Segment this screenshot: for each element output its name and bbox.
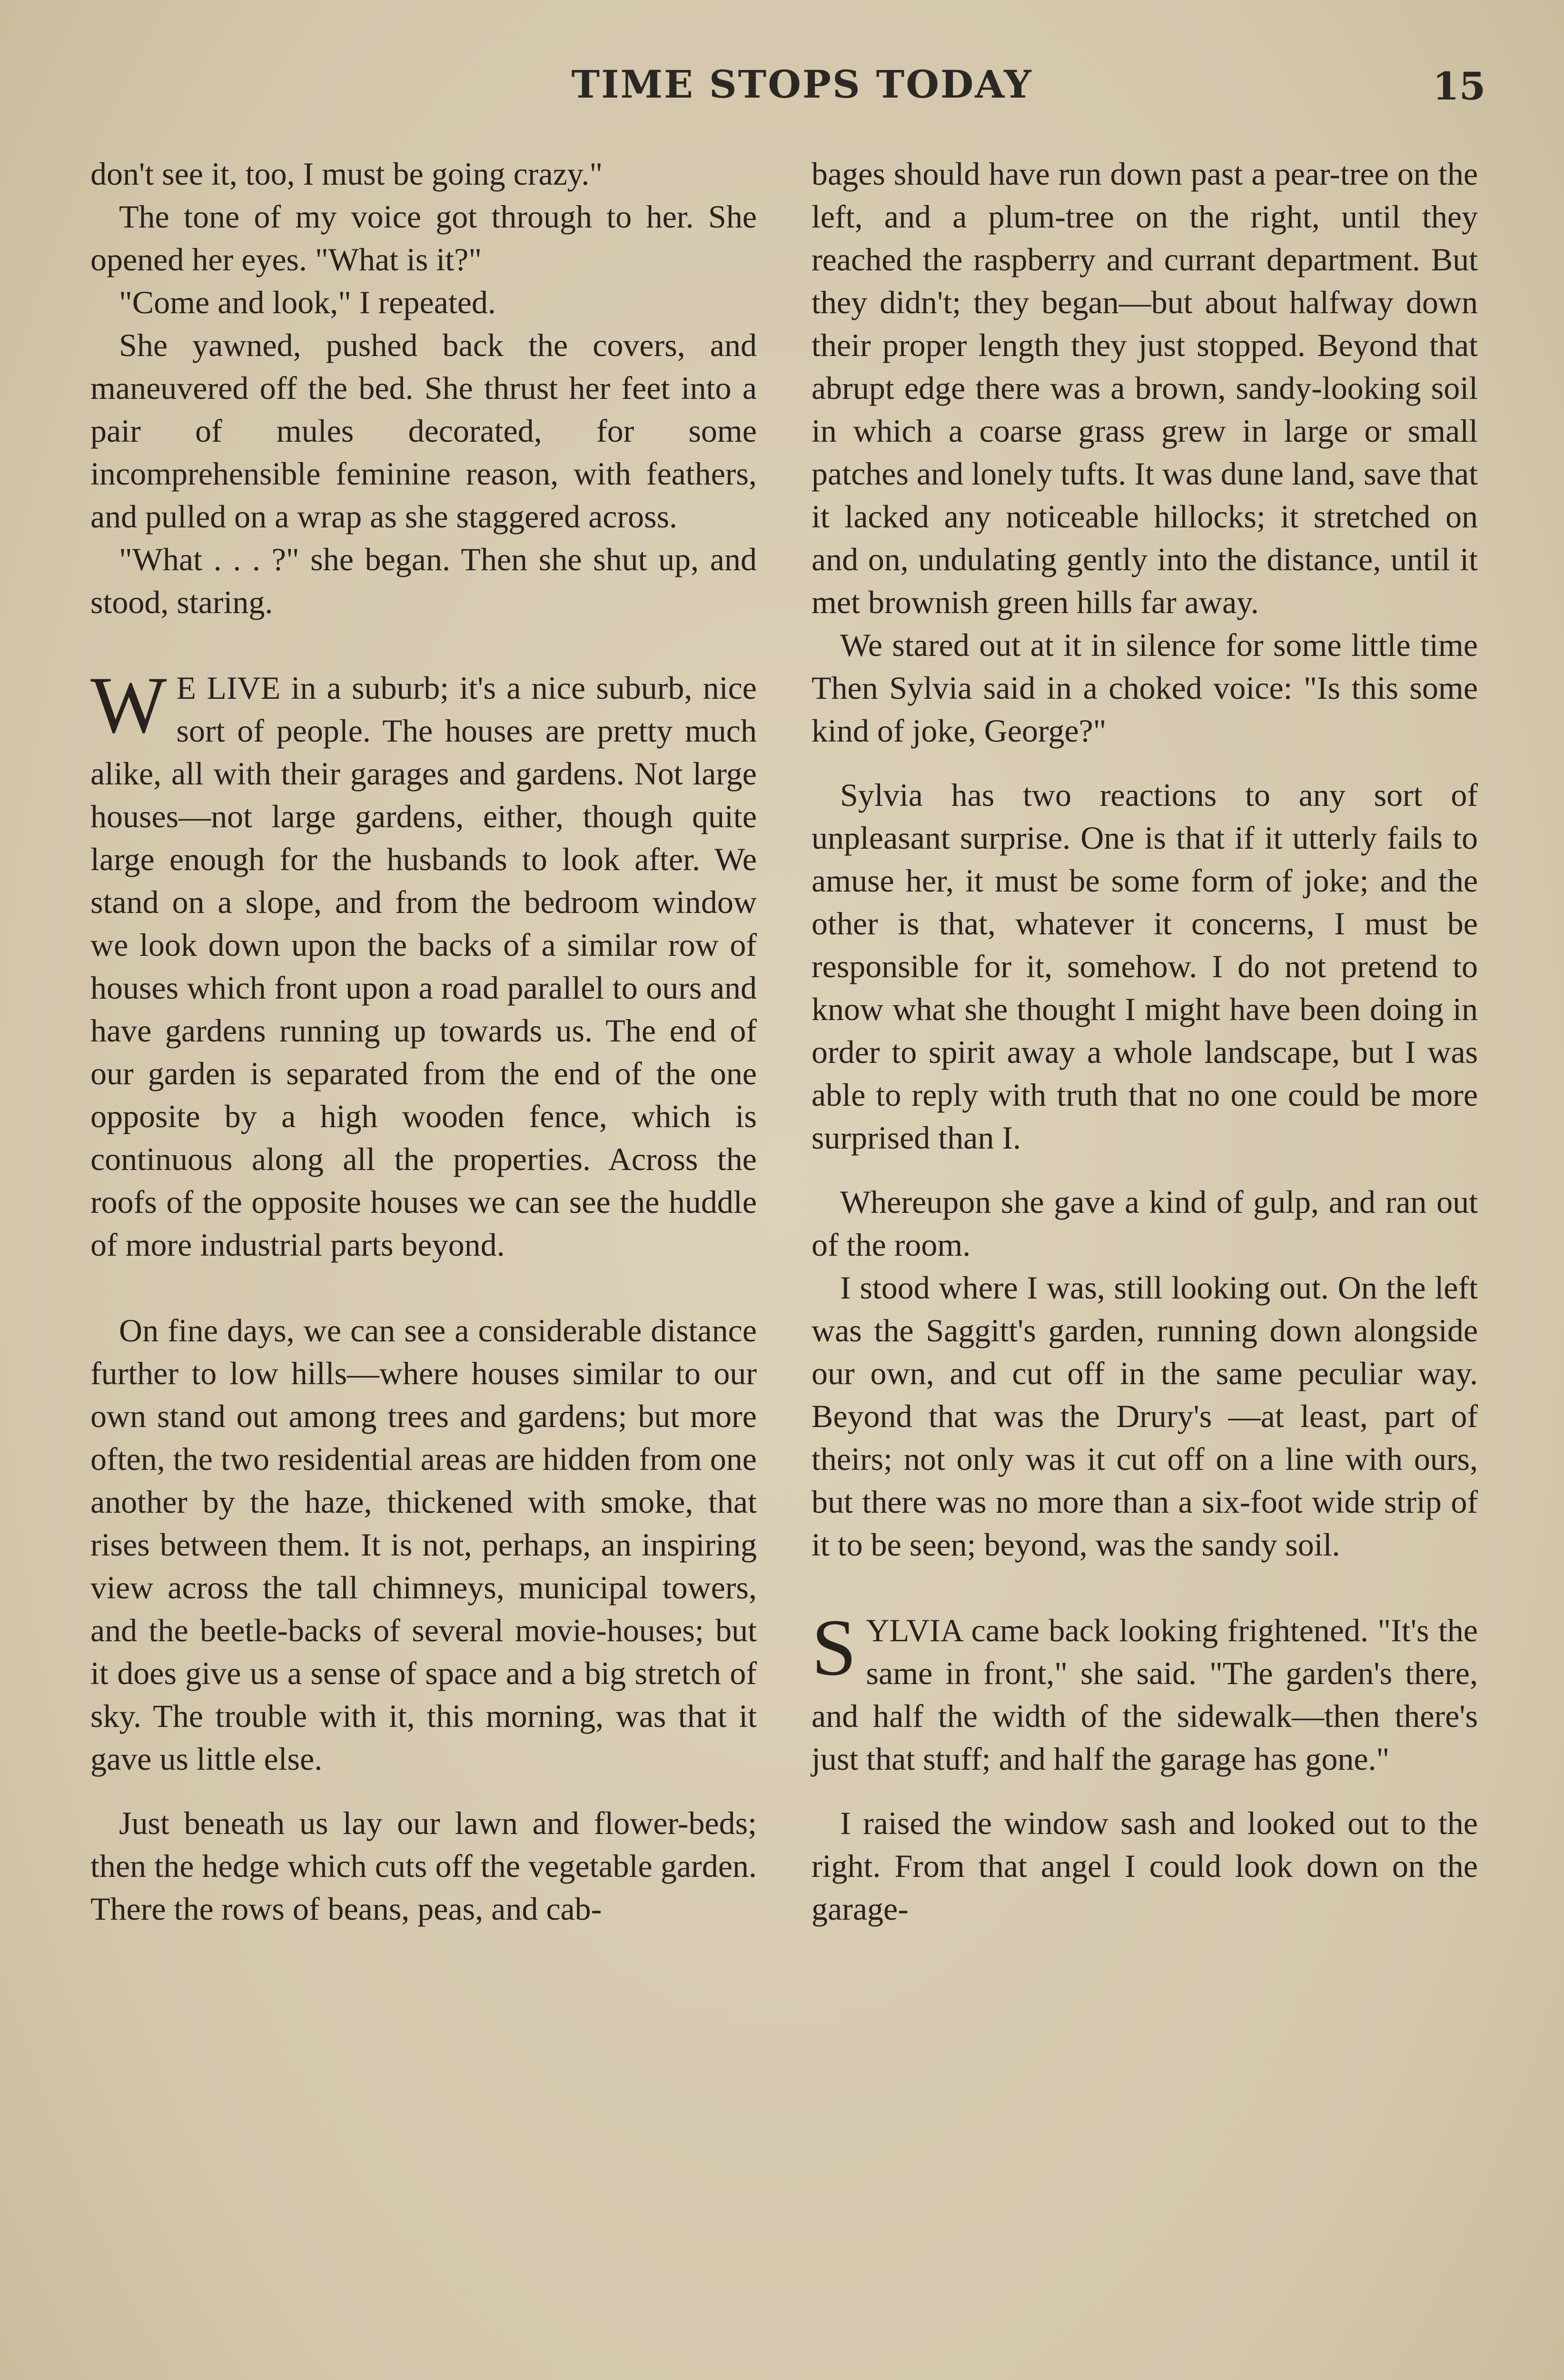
paragraph: We stared out at it in silence for some little time Then Sylvia said in a choked voice: "Is this some kind of joke, George?" [812, 627, 1478, 749]
paragraph: I raised the window sash and looked out to the right. From that angel I could look down on the garage- [812, 1805, 1478, 1927]
left-text-column [90, 152, 757, 1930]
paragraph: bages should have run down past a pear-tree on the left, and a plum-tree on the right, until they reached the raspberry and currant department. But they didn't; they began—but about halfway down their proper length they just stopped. Beyond that abrupt edge there was a brown, sandy-looking soil in which a coarse grass grew in large or small patches and lonely tufts. It was dune land, save that it lacked any noticeable hillocks; it stretched on and on, undulating gently into the distance, until it met brownish green hills far away. [812, 156, 1478, 620]
paragraph-text: E LIVE in a suburb; it's a nice suburb, nice sort of people. The houses are pretty much alike, all with their garages and gardens. Not large houses—not large gardens, either, though quite large enough for the husbands to look after. We stand on a slope, and from the bedroom window we look down upon the backs of a similar row of houses which front upon a road parallel to ours and have gardens running up towards us. The end of our garden is separated from the end of the one opposite by a high wooden fence, which is continuous along all the properties. Across the roofs of the opposite houses we can see the huddle of more industrial parts beyond. [90, 670, 757, 1263]
paragraph: I stood where I was, still looking out. On the left was the Saggitt's garden, running down alongside our own, and cut off in the same peculiar way. Beyond that was the Drury's —at least, part of theirs; not only was it cut off on a line with ours, but there was no more than a six-foot wide strip of it to be seen; beyond, was the sandy soil. [812, 1269, 1478, 1563]
running-title: TIME STOPS TODAY [571, 62, 1033, 107]
paragraph: Whereupon she gave a kind of gulp, and ran out of the room. [812, 1184, 1478, 1263]
paragraph: "Come and look," I repeated. [119, 284, 496, 320]
page-number: 15 [1433, 64, 1486, 109]
paragraph: "What . . . ?" she began. Then she shut up, and stood, staring. [90, 541, 757, 620]
paragraph: Just beneath us lay our lawn and flower-beds; then the hedge which cuts off the vegetable garden. There the rows of beans, peas, and cab- [90, 1805, 757, 1927]
page-header [0, 62, 1564, 119]
paragraph: On fine days, we can see a considerable distance further to low hills—where houses similar to our own stand out among trees and gardens; but more often, the two residential areas are hidden from one another by the haze, thickened with smoke, that rises between them. It is not, perhaps, an inspiring view across the tall chimneys, municipal towers, and the beetle-backs of several movie-houses; but it does give us a sense of space and a big stretch of sky. The trouble with it, this morning, was that it gave us little else. [90, 1312, 757, 1777]
section-opening-paragraph [90, 660, 757, 1266]
paragraph: The tone of my voice got through to her. She opened her eyes. "What is it?" [90, 198, 757, 278]
right-text-column [812, 152, 1478, 1930]
section-opening-paragraph [812, 1603, 1478, 1780]
paragraph: She yawned, pushed back the covers, and maneuvered off the bed. She thrust her feet into a pair of mules decorated, for some incomprehensible feminine reason, with feathers, and pulled on a wrap as she staggered across. [90, 327, 757, 535]
drop-cap: W [90, 660, 167, 750]
paragraph-text: YLVIA came back looking frightened. "It's the same in front," she said. "The garden's there, and half the width of the sidewalk—then there's just that stuff; and half the garage has gone." [812, 1612, 1478, 1777]
drop-cap: S [812, 1603, 857, 1692]
paragraph: Sylvia has two reactions to any sort of unpleasant surprise. One is that if it utterly fails to amuse her, it must be some form of joke; and the other is that, whatever it concerns, I must be responsible for it, somehow. I do not pretend to know what she thought I might have been doing in order to spirit away a whole landscape, but I was able to reply with truth that no one could be more surprised than I. [812, 777, 1478, 1156]
paragraph: don't see it, too, I must be going crazy." [90, 156, 603, 192]
